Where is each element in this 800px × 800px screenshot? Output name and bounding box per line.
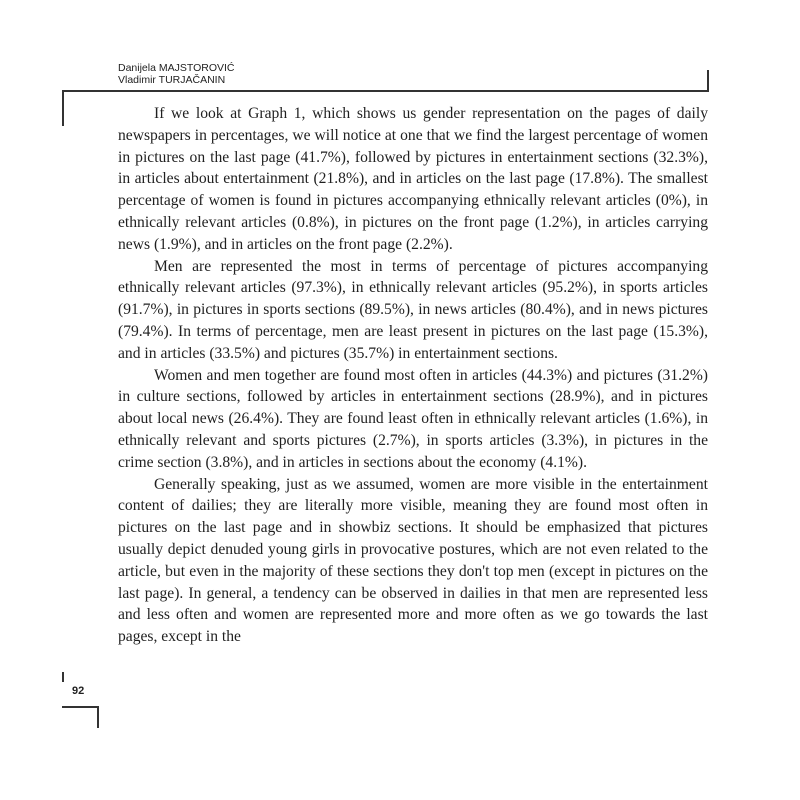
author-name: Danijela MAJSTOROVIĆ: [118, 62, 235, 74]
header-rule-right-tick: [707, 70, 709, 91]
header-rule-left-tick: [62, 90, 64, 126]
paragraph: Men are represented the most in terms of percentage of pictures accompanying ethnically relevant articles (97.3%), in ethnically relevant articles (95.2%), in sports articles (91.7%), in pictures in sports sections (89.5%), in news articles (80.4%), and in news pictures (79.4%). In terms of percentage, men are least present in pictures on the last page (15.3%), and in articles (33.5%) and pictures (35.7%) in entertainment sections.: [118, 257, 708, 362]
paragraph: Generally speaking, just as we assumed, women are more visible in the entertainment content of dailies; they are literally more visible, meaning they are found most often in pictures on the last page and in showbiz sections. It should be emphasized that pictures usually depict denuded young girls in provocative postures, which are not even related to the article, but even in the majority of these sections they don't top men (except in pictures on the last page). In general, a tendency can be observed in dailies in that men are represented less and less often and women are represented more and more often as we go towards the last pages, except in the: [118, 475, 708, 646]
header-rule: [62, 90, 709, 92]
paragraph: Women and men together are found most often in articles (44.3%) and pictures (31.2%) in culture sections, followed by articles in entertainment sections (28.9%), and in pictures about local news (26.4%). They are found least often in ethnically relevant articles (1.6%), in ethnically relevant and sports pictures (2.7%), in sports articles (3.3%), in pictures in the crime section (3.8%), and in articles in sections about the economy (4.1%).: [118, 366, 708, 471]
page-number: 92: [72, 685, 85, 697]
folio-rule: [62, 706, 98, 708]
body-text: [118, 103, 708, 648]
folio-rule-down: [97, 706, 99, 728]
folio-rule-top: [62, 672, 64, 682]
paragraph: If we look at Graph 1, which shows us gender representation on the pages of daily newspapers in percentages, we will notice at one that we find the largest percentage of women in pictures on the last page (41.7%), followed by pictures in entertainment sections (32.3%), in articles about entertainment (21.8%), and in articles on the last page (17.8%). The smallest percentage of women is found in pictures accompanying ethnically relevant articles (0%), in ethnically relevant articles (0.8%), in pictures on the front page (1.2%), in articles carrying news (1.9%), and in articles on the front page (2.2%).: [118, 105, 708, 253]
author-name: Vladimir TURJAČANIN: [118, 74, 226, 86]
running-header: [118, 62, 235, 86]
